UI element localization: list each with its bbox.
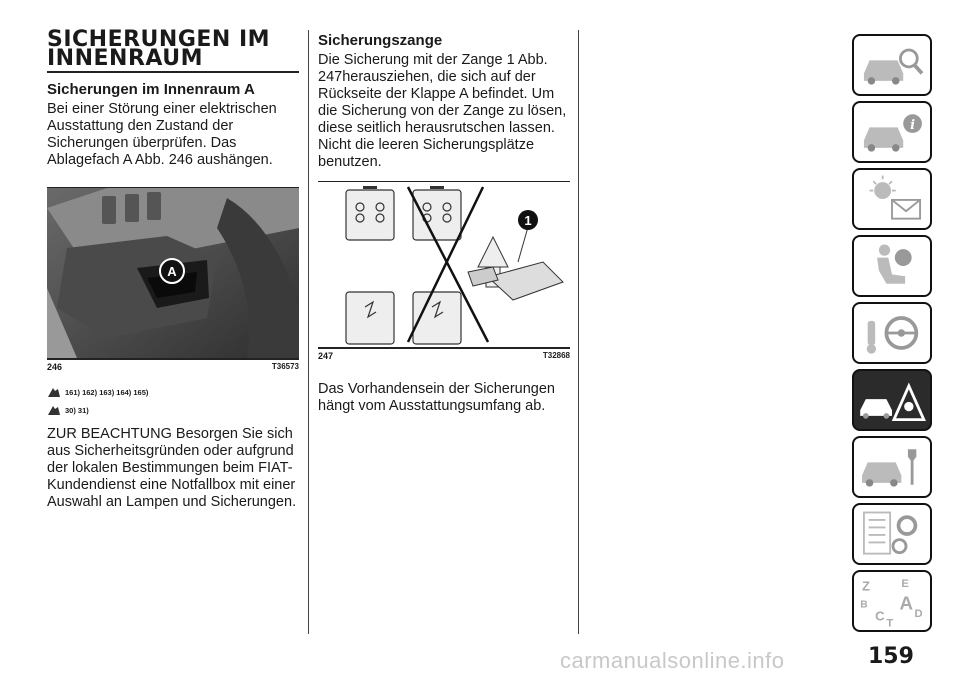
warning-refs-1: 161) 162) 163) 164) 165): [47, 386, 299, 398]
title-rule: [47, 71, 299, 73]
alphabet-index-icon: [854, 572, 930, 630]
figure-label-1: 1: [524, 213, 532, 228]
warning-lights-icon: [854, 170, 930, 228]
svg-text:C: C: [875, 608, 885, 624]
page-number: 159: [868, 644, 914, 669]
note-paragraph: ZUR BEACHTUNG Besorgen Sie sich aus Sicherheitsgründen oder aufgrund der lokalen Bestimmungen beim FIAT-Kundendienst eine Notfallbox mit einer Auswahl an Lampen und Sicherungen.: [47, 426, 297, 510]
figure-number: 247: [318, 351, 334, 361]
svg-text:B: B: [860, 599, 868, 611]
tab-breakdown[interactable]: [852, 369, 932, 431]
figure-number: 246: [47, 362, 63, 372]
tab-warning-lights[interactable]: [852, 168, 932, 230]
figure-code: T32868: [542, 351, 570, 360]
svg-text:E: E: [901, 577, 909, 590]
svg-text:Z: Z: [862, 578, 871, 594]
svg-text:D: D: [914, 607, 923, 620]
subheading-fuse-puller: Sicherungszange: [318, 32, 443, 49]
section-title-line2: INNENRAUM: [47, 46, 203, 71]
steering-key-icon: [854, 304, 930, 362]
warning-refs-2: 30) 31): [47, 404, 299, 416]
svg-text:A: A: [899, 592, 913, 614]
tab-car-search[interactable]: [852, 34, 932, 96]
figure-246: [47, 187, 299, 360]
puller-paragraph: Die Sicherung mit der Zange 1 Abb. 247herausziehen, die sich auf der Rückseite der Klappe A befindet. Um die Sicherung von der Zange zu lösen, diese seitlich herausrutschen lassen. Nicht die leeren Sicherungsplätze benutzen.: [318, 52, 567, 170]
specs-gear-icon: [854, 505, 930, 563]
tab-airbag-seat[interactable]: [852, 235, 932, 297]
figure-247-caption: [318, 351, 570, 361]
caution-hand-icon: [47, 404, 61, 416]
availability-paragraph: Das Vorhandensein der Sicherungen hängt vom Ausstattungsumfang ab.: [318, 381, 555, 414]
left-column: [47, 27, 299, 511]
warning-hand-icon: [47, 386, 61, 398]
tab-car-info[interactable]: [852, 101, 932, 163]
column-divider-2: [578, 30, 579, 634]
tab-specs[interactable]: [852, 503, 932, 565]
svg-text:i: i: [910, 118, 916, 134]
figure-label-a: A: [167, 264, 177, 279]
airbag-seat-icon: [854, 237, 930, 295]
column-divider-1: [308, 30, 309, 634]
figure-247: [318, 181, 570, 349]
watermark: carmanualsonline.info: [560, 648, 785, 673]
breakdown-icon: [854, 371, 930, 429]
figure-code: T36573: [271, 362, 299, 371]
tab-index[interactable]: [852, 570, 932, 632]
right-column: [318, 30, 570, 415]
car-search-icon: [854, 36, 930, 94]
intro-paragraph: Bei einer Störung einer elektrischen Ausstattung den Zustand der Sicherungen überprüfen. Das Ablagefach A Abb. 246 aushängen.: [47, 101, 277, 168]
fuse-puller-diagram: [318, 182, 570, 347]
subheading-interior-fuses: Sicherungen im Innenraum A: [47, 81, 255, 98]
car-service-icon: [854, 438, 930, 496]
tab-car-service[interactable]: [852, 436, 932, 498]
car-info-icon: [854, 103, 930, 161]
svg-text:T: T: [886, 617, 894, 630]
glovebox-photo: [47, 188, 299, 358]
section-title: [47, 27, 299, 71]
section-title-line1: SICHERUNGEN IM: [47, 27, 271, 52]
figure-246-caption: [47, 362, 299, 372]
tab-steering-key[interactable]: [852, 302, 932, 364]
